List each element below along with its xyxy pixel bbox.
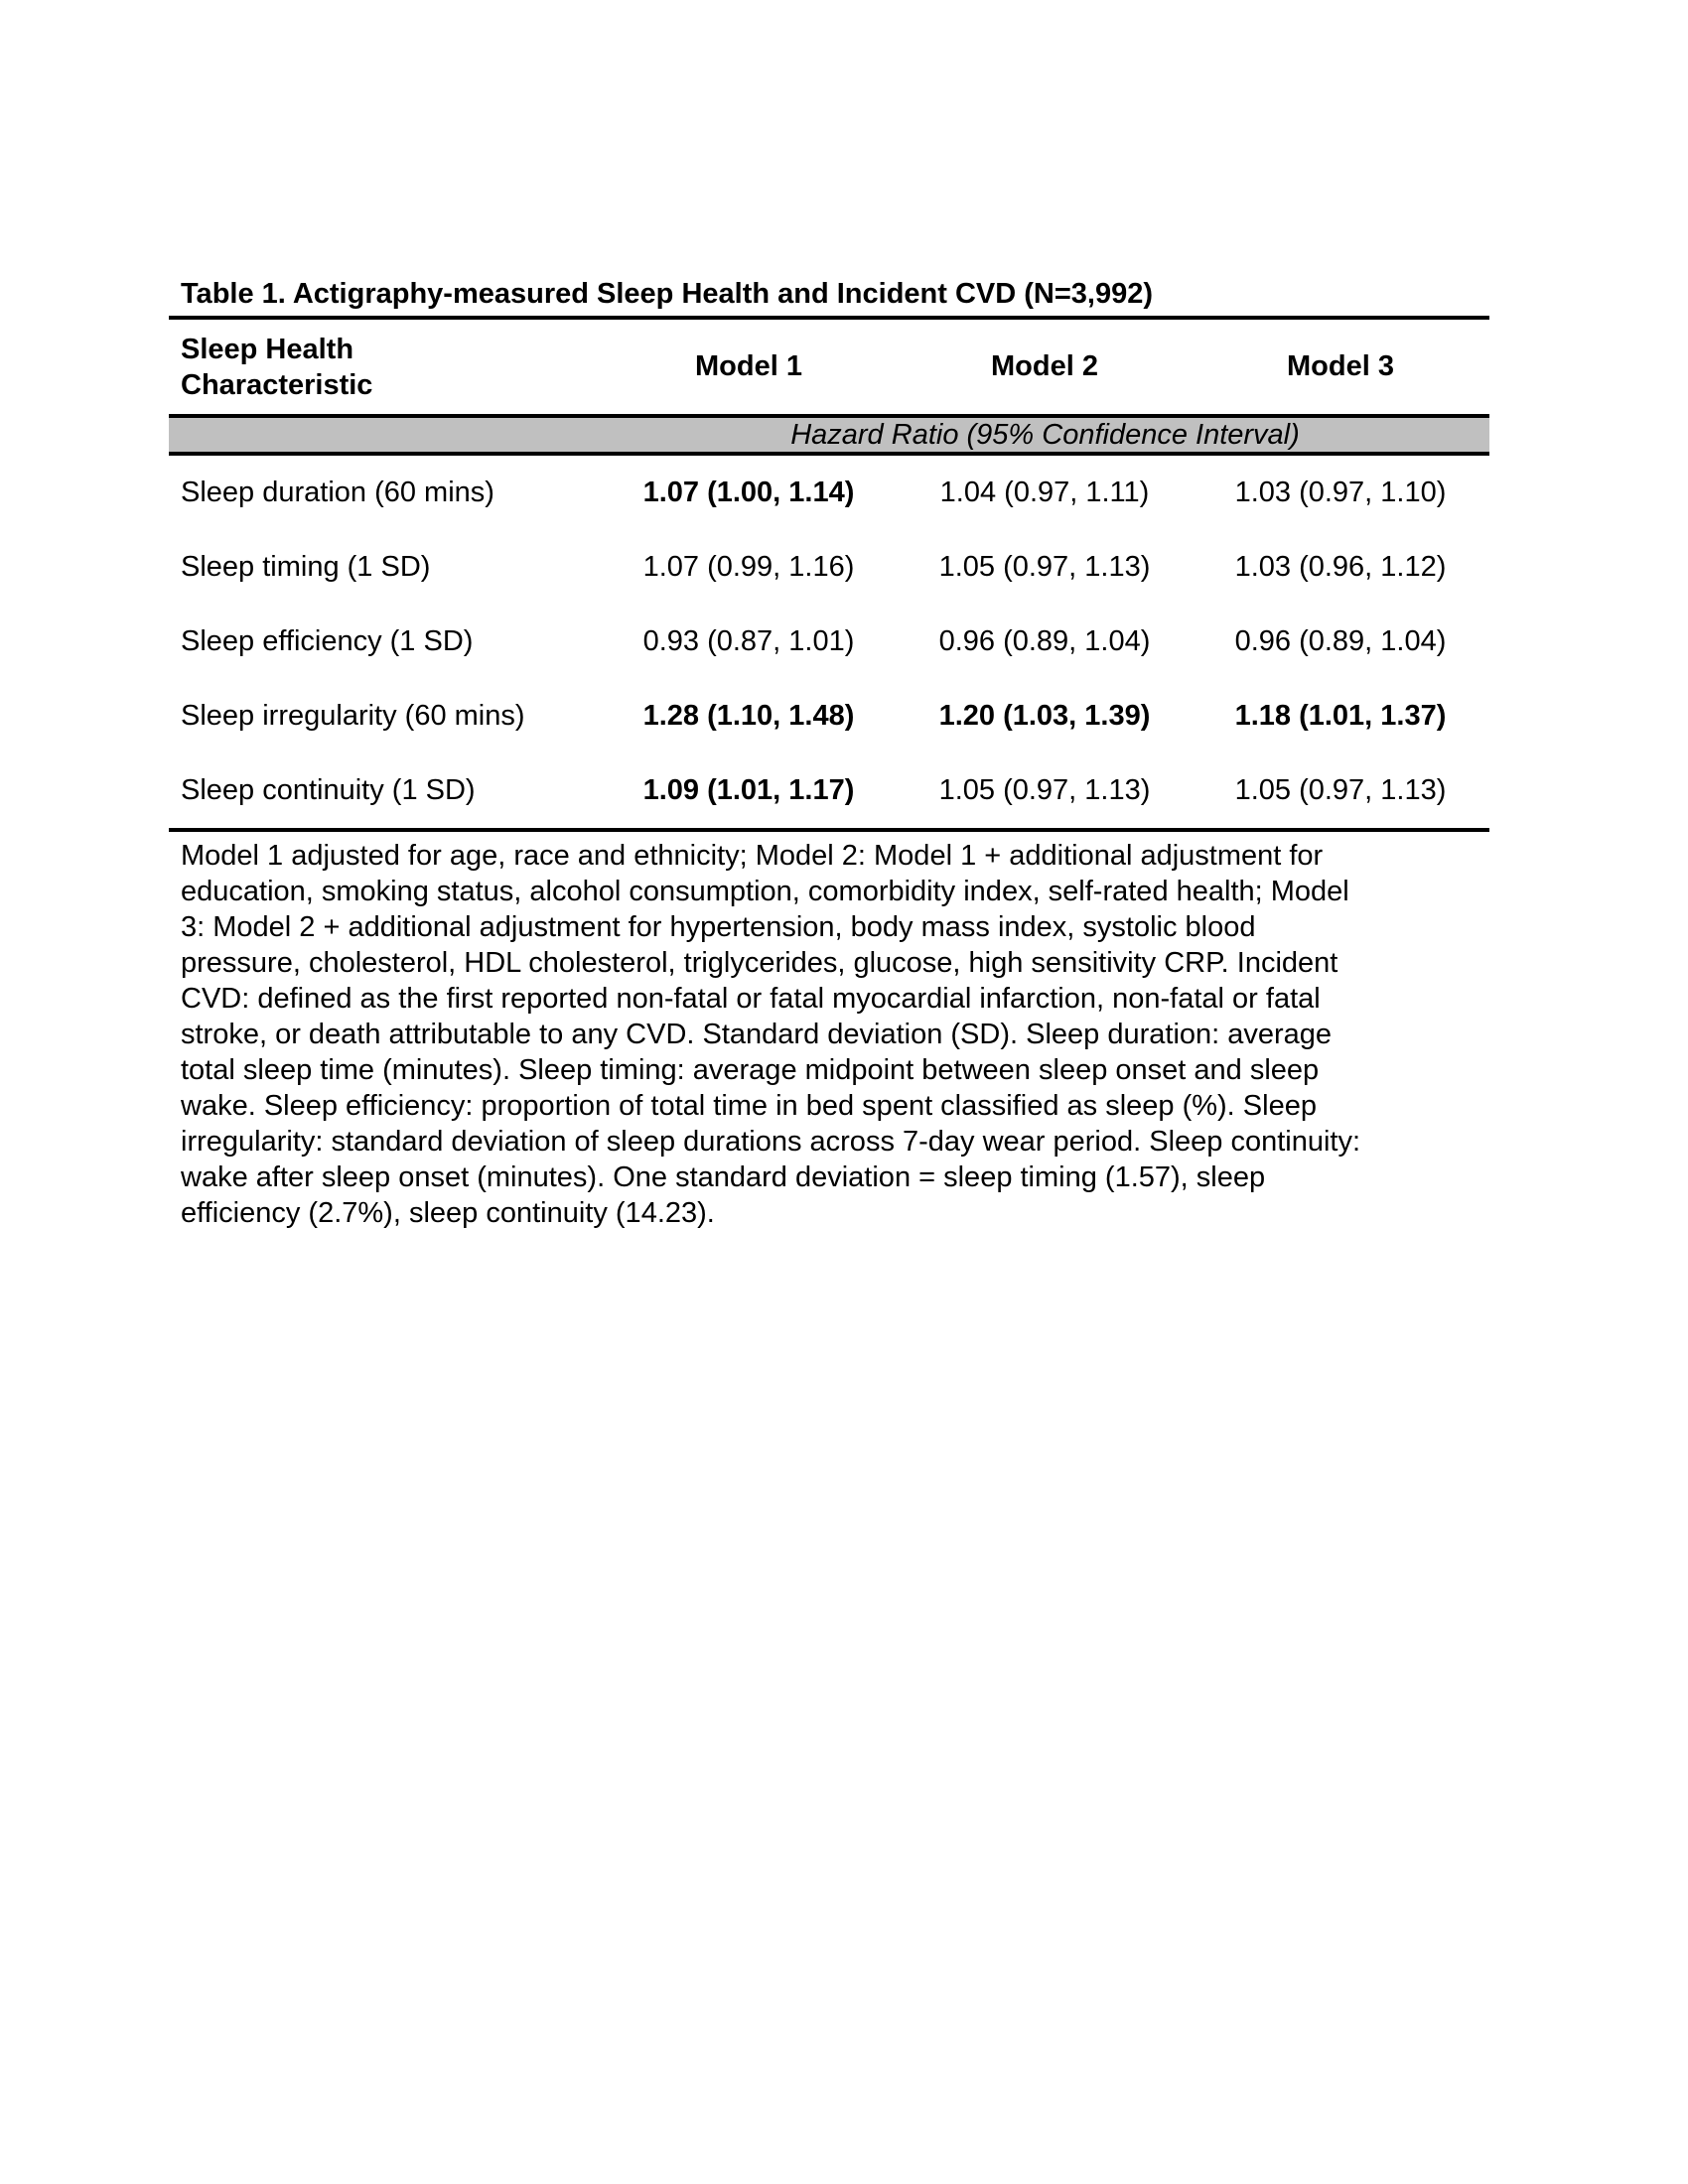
row-model2-value: 0.96 (0.89, 1.04) bbox=[938, 625, 1151, 657]
footnote-line: stroke, or death attributable to any CVD. Standard deviation (SD). Sleep duration: average bbox=[181, 1019, 1333, 1050]
row-model2-value: 1.05 (0.97, 1.13) bbox=[938, 551, 1151, 583]
footnote-line: wake after sleep onset (minutes). One standard deviation = sleep timing (1.57), sleep bbox=[181, 1161, 1266, 1193]
header-model1: Model 1 bbox=[695, 350, 802, 382]
row-label: Sleep timing (1 SD) bbox=[181, 551, 431, 583]
table-header-row bbox=[169, 320, 1489, 414]
row-label: Sleep continuity (1 SD) bbox=[181, 774, 476, 806]
footnote-line: total sleep time (minutes). Sleep timing: average midpoint between sleep onset and sleep bbox=[181, 1054, 1320, 1086]
row-model2-value: 1.20 (1.03, 1.39) bbox=[938, 700, 1151, 732]
row-model2-value: 1.04 (0.97, 1.11) bbox=[939, 477, 1150, 508]
table-row bbox=[169, 530, 1489, 605]
footnote-line: wake. Sleep efficiency: proportion of total time in bed spent classified as sleep (%). Sleep bbox=[181, 1090, 1317, 1122]
header-characteristic-label: Sleep Health Characteristic bbox=[181, 333, 373, 401]
footnote-line: education, smoking status, alcohol consumption, comorbidity index, self-rated health; Model bbox=[181, 876, 1349, 907]
table-row bbox=[169, 753, 1489, 828]
row-label: Sleep duration (60 mins) bbox=[181, 477, 494, 508]
table-footnote bbox=[169, 838, 1489, 1231]
hazard-ratio-band bbox=[169, 414, 1489, 456]
table-row bbox=[169, 605, 1489, 679]
row-model1-value: 1.07 (1.00, 1.14) bbox=[642, 477, 855, 508]
row-label: Sleep efficiency (1 SD) bbox=[181, 625, 474, 657]
row-model3-value: 1.03 (0.96, 1.12) bbox=[1234, 551, 1447, 583]
footnote-line: 3: Model 2 + additional adjustment for hypertension, body mass index, systolic blood bbox=[181, 911, 1256, 943]
results-table bbox=[169, 276, 1489, 1231]
header-model2: Model 2 bbox=[991, 350, 1098, 382]
row-model2-value: 1.05 (0.97, 1.13) bbox=[938, 774, 1151, 806]
row-model3-value: 1.18 (1.01, 1.37) bbox=[1234, 700, 1447, 732]
footnote-line: pressure, cholesterol, HDL cholesterol, triglycerides, glucose, high sensitivity CRP. Incident bbox=[181, 947, 1338, 979]
table-title: Table 1. Actigraphy-measured Sleep Health and Incident CVD (N=3,992) bbox=[169, 276, 1489, 320]
table-row bbox=[169, 679, 1489, 753]
table-row bbox=[169, 456, 1489, 530]
footnote-line: CVD: defined as the first reported non-fatal or fatal myocardial infarction, non-fatal or fatal bbox=[181, 983, 1321, 1015]
row-model3-value: 1.05 (0.97, 1.13) bbox=[1234, 774, 1447, 806]
footnote-line: efficiency (2.7%), sleep continuity (14.23). bbox=[181, 1197, 715, 1229]
footnote-line: irregularity: standard deviation of sleep durations across 7-day wear period. Sleep continuity: bbox=[181, 1126, 1361, 1158]
hazard-ratio-label: Hazard Ratio (95% Confidence Interval) bbox=[790, 418, 1300, 451]
header-model3: Model 3 bbox=[1287, 350, 1394, 382]
row-model1-value: 1.09 (1.01, 1.17) bbox=[642, 774, 855, 806]
row-model1-value: 1.28 (1.10, 1.48) bbox=[642, 700, 855, 732]
row-model1-value: 1.07 (0.99, 1.16) bbox=[642, 551, 855, 583]
table-body bbox=[169, 456, 1489, 832]
row-label: Sleep irregularity (60 mins) bbox=[181, 700, 525, 732]
row-model1-value: 0.93 (0.87, 1.01) bbox=[642, 625, 855, 657]
footnote-line: Model 1 adjusted for age, race and ethnicity; Model 2: Model 1 + additional adjustment for bbox=[181, 840, 1324, 872]
row-model3-value: 1.03 (0.97, 1.10) bbox=[1234, 477, 1447, 508]
row-model3-value: 0.96 (0.89, 1.04) bbox=[1234, 625, 1447, 657]
header-characteristic-cell bbox=[169, 332, 601, 403]
